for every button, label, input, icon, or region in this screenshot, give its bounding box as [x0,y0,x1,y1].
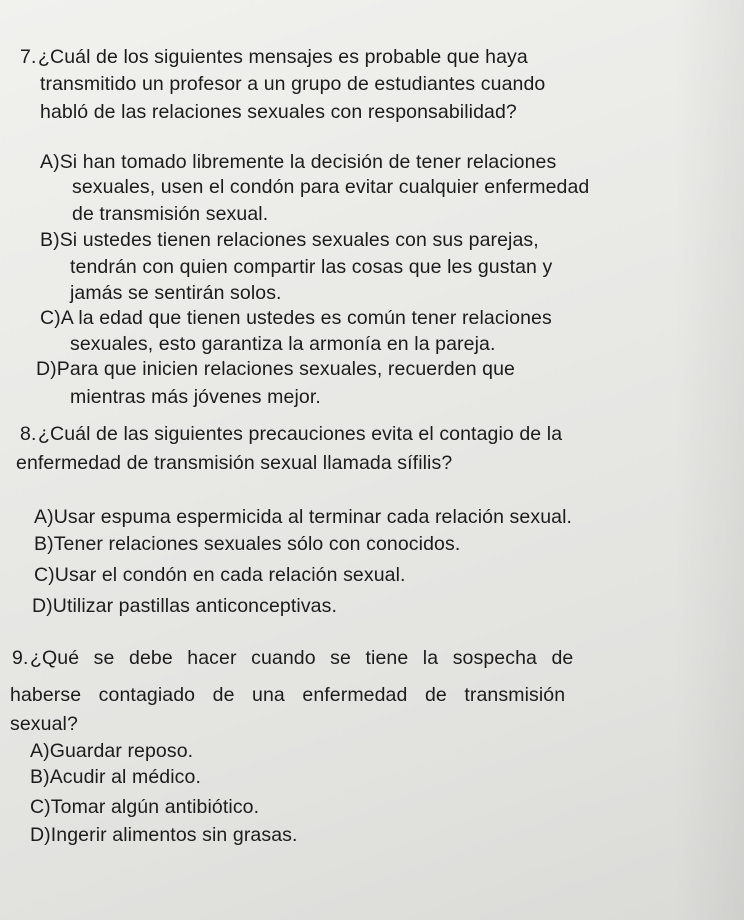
option-b-line-2: tendrán con quien compartir las cosas que les gustan y [70,256,553,278]
question-8-number: 8. [20,423,37,445]
question-7-number: 7. [20,46,37,68]
option-a-line-2: sexuales, usen el condón para evitar cualquier enfermedad [72,176,590,198]
question-9-stem-line-1-text: ¿Qué se debe hacer cuando se tiene la sospecha de [30,647,574,669]
question-9-option-d: D)Ingerir alimentos sin grasas. [30,824,298,846]
option-d-line-2: mientras más jóvenes mejor. [70,386,321,408]
option-b-line-1: B)Si ustedes tienen relaciones sexuales con sus parejas, [40,229,539,251]
question-9-number: 9. [12,647,29,669]
question-8-stem-line-1: ¿Cuál de las siguientes precauciones evita el contagio de la [38,423,563,445]
option-b-line-3: jamás se sentirán solos. [70,282,282,304]
question-7-stem-line-3: habló de las relaciones sexuales con responsabilidad? [40,101,517,123]
option-c-line-1: C)A la edad que tienen ustedes es común tener relaciones [40,307,552,329]
question-7-stem-line-2: transmitido un profesor a un grupo de estudiantes cuando [40,73,546,95]
question-9-option-a: A)Guardar reposo. [30,740,194,762]
question-9-stem-line-1 [30,646,726,670]
question-7-stem-line-1: ¿Cuál de los siguientes mensajes es probable que haya [38,46,528,68]
option-c-line-2: sexuales, esto garantiza la armonía en la pareja. [70,333,496,355]
question-8-stem-line-2: enfermedad de transmisión sexual llamada sífilis? [16,452,453,474]
question-9-stem-line-2: haberse contagiado de una enfermedad de transmisión [10,684,566,706]
page-shadow [674,0,744,920]
option-a-line-1: A)Si han tomado libremente la decisión de tener relaciones [40,151,557,173]
question-8-option-d: D)Utilizar pastillas anticonceptivas. [32,595,337,617]
question-9-stem-line-3: sexual? [10,713,78,735]
question-8-option-a: A)Usar espuma espermicida al terminar cada relación sexual. [34,506,573,528]
question-9-option-c: C)Tomar algún antibiótico. [30,796,260,818]
question-8-option-b: B)Tener relaciones sexuales sólo con conocidos. [34,533,461,555]
question-9-option-b: B)Acudir al médico. [30,766,201,788]
option-a-line-3: de transmisión sexual. [72,203,269,225]
option-d-line-1: D)Para que inicien relaciones sexuales, recuerden que [36,358,515,380]
question-8-option-c: C)Usar el condón en cada relación sexual. [34,564,406,586]
